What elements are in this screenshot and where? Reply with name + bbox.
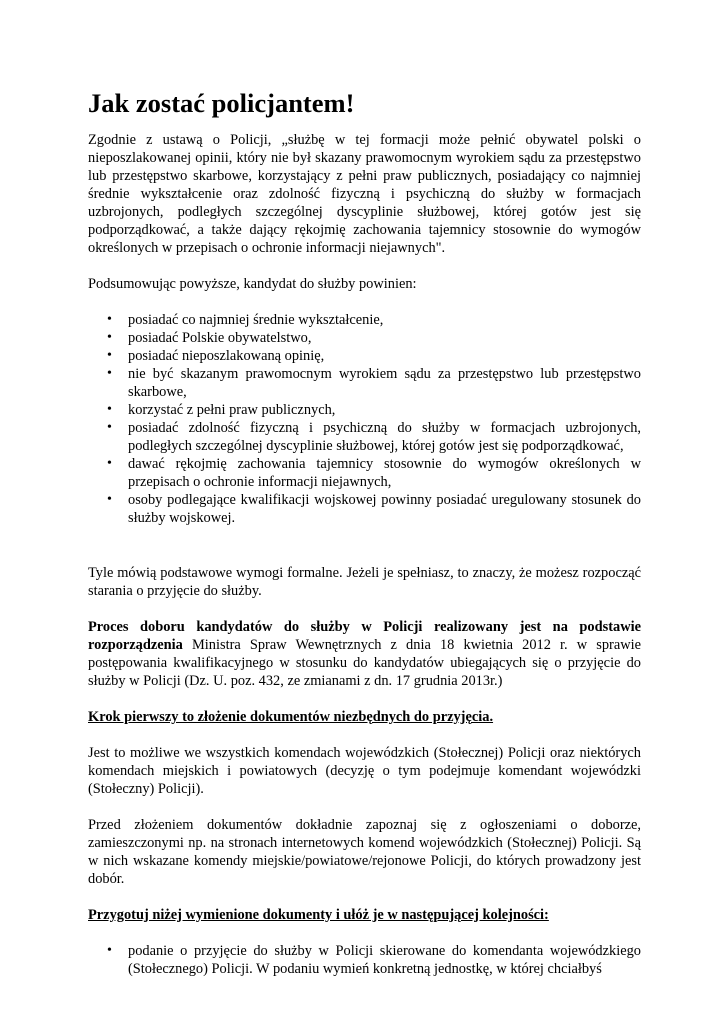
requirement-item <box>88 329 641 347</box>
bullet-icon: • <box>107 366 112 381</box>
requirement-item-text: posiadać Polskie obywatelstwo, <box>128 330 312 346</box>
bullet-icon: • <box>107 330 112 345</box>
step1-heading: Krok pierwszy to złożenie dokumentów niezbędnych do przyjęcia. <box>88 709 494 725</box>
process-rest-text: Ministra Spraw Wewnętrznych z dnia 18 kwietnia 2012 r. w sprawie postępowania kwalifikacyjnego w stosunku do kandydatów ubiegających się o przyjęcie do służby w Policji (Dz. U. poz. 432, ze zmianami z dn. 17 grudnia 2013r.) <box>88 637 641 689</box>
requirement-item-text: posiadać zdolność fizyczną i psychiczną do służby w formacjach uzbrojonych, podległych szczególnej dyscyplinie służbowej, której gotów jest się podporządkować, <box>128 420 641 454</box>
requirement-item-text: posiadać co najmniej średnie wykształcenie, <box>128 312 384 328</box>
document-body <box>88 84 641 978</box>
requirement-item <box>88 491 641 527</box>
requirement-item-text: posiadać nieposzlakowaną opinię, <box>128 348 325 364</box>
requirement-item-text: nie być skazanym prawomocnym wyrokiem sądu za przestępstwo lub przestępstwo skarbowe, <box>128 366 641 400</box>
before-submission-paragraph: Przed złożeniem dokumentów dokładnie zapoznaj się z ogłoszeniami o doborze, zamieszczonymi np. na stronach internetowych komend wojewódzkich (Stołecznej) Policji. Są w nich wskazane komendy miejskie/powiatowe/rejonowe Policji, do których prowadzony jest dobór. <box>88 817 641 887</box>
requirement-item-text: osoby podlegające kwalifikacji wojskowej powinny posiadać uregulowany stosunek do służby wojskowej. <box>128 492 641 526</box>
requirement-item <box>88 455 641 491</box>
formal-requirements-paragraph: Tyle mówią podstawowe wymogi formalne. Jeżeli je spełniasz, to znaczy, że możesz rozpocząć starania o przyjęcie do służby. <box>88 565 641 599</box>
document-item <box>88 942 641 978</box>
requirement-item-text: korzystać z pełni praw publicznych, <box>128 402 336 418</box>
requirement-item <box>88 311 641 329</box>
requirement-item <box>88 365 641 401</box>
bullet-icon: • <box>107 348 112 363</box>
requirement-item <box>88 347 641 365</box>
requirements-list <box>88 311 641 527</box>
bullet-icon: • <box>107 402 112 417</box>
page-title: Jak zostać policjantem! <box>88 88 355 118</box>
document-item-text: podanie o przyjęcie do służby w Policji skierowane do komendanta wojewódzkiego (Stołecznego) Policji. W podaniu wymień konkretną jednostkę, w której chciałbyś <box>128 943 641 977</box>
bullet-icon: • <box>107 312 112 327</box>
bullet-icon: • <box>107 943 112 958</box>
bullet-icon: • <box>107 456 112 471</box>
bullet-icon: • <box>107 492 112 507</box>
step1-paragraph: Jest to możliwe we wszystkich komendach wojewódzkich (Stołecznej) Policji oraz niektórych komendach miejskich i powiatowych (decyzję o tym podejmuje komendant wojewódzki (Stołeczny) Policji). <box>88 745 641 797</box>
intro-paragraph: Zgodnie z ustawą o Policji, „służbę w tej formacji może pełnić obywatel polski o nieposzlakowanej opinii, który nie był skazany prawomocnym wyrokiem sądu za przestępstwo lub przestępstwo skarbowe, korzystający z pełni praw publicznych, posiadający co najmniej średnie wykształcenie oraz zdolność fizyczną i psychiczną do służby w formacjach uzbrojonych, podległych szczególnej dyscyplinie służbowej, której gotów jest się podporządkować, a także dający rękojmię zachowania tajemnicy stosownie do wymogów określonych w przepisach o ochronie informacji niejawnych". <box>88 132 641 256</box>
requirement-item <box>88 419 641 455</box>
documents-list <box>88 942 641 978</box>
bullet-icon: • <box>107 420 112 435</box>
process-paragraph <box>88 618 641 690</box>
documents-heading: Przygotuj niżej wymienione dokumenty i ułóż je w następującej kolejności: <box>88 907 549 923</box>
requirement-item-text: dawać rękojmię zachowania tajemnicy stosownie do wymogów określonych w przepisach o ochronie informacji niejawnych, <box>128 456 641 490</box>
process-bold-text: Proces doboru kandydatów do służby w Policji realizowany jest na podstawie rozporządzenia <box>88 619 641 653</box>
summary-paragraph: Podsumowując powyższe, kandydat do służby powinien: <box>88 276 417 292</box>
requirement-item <box>88 401 641 419</box>
